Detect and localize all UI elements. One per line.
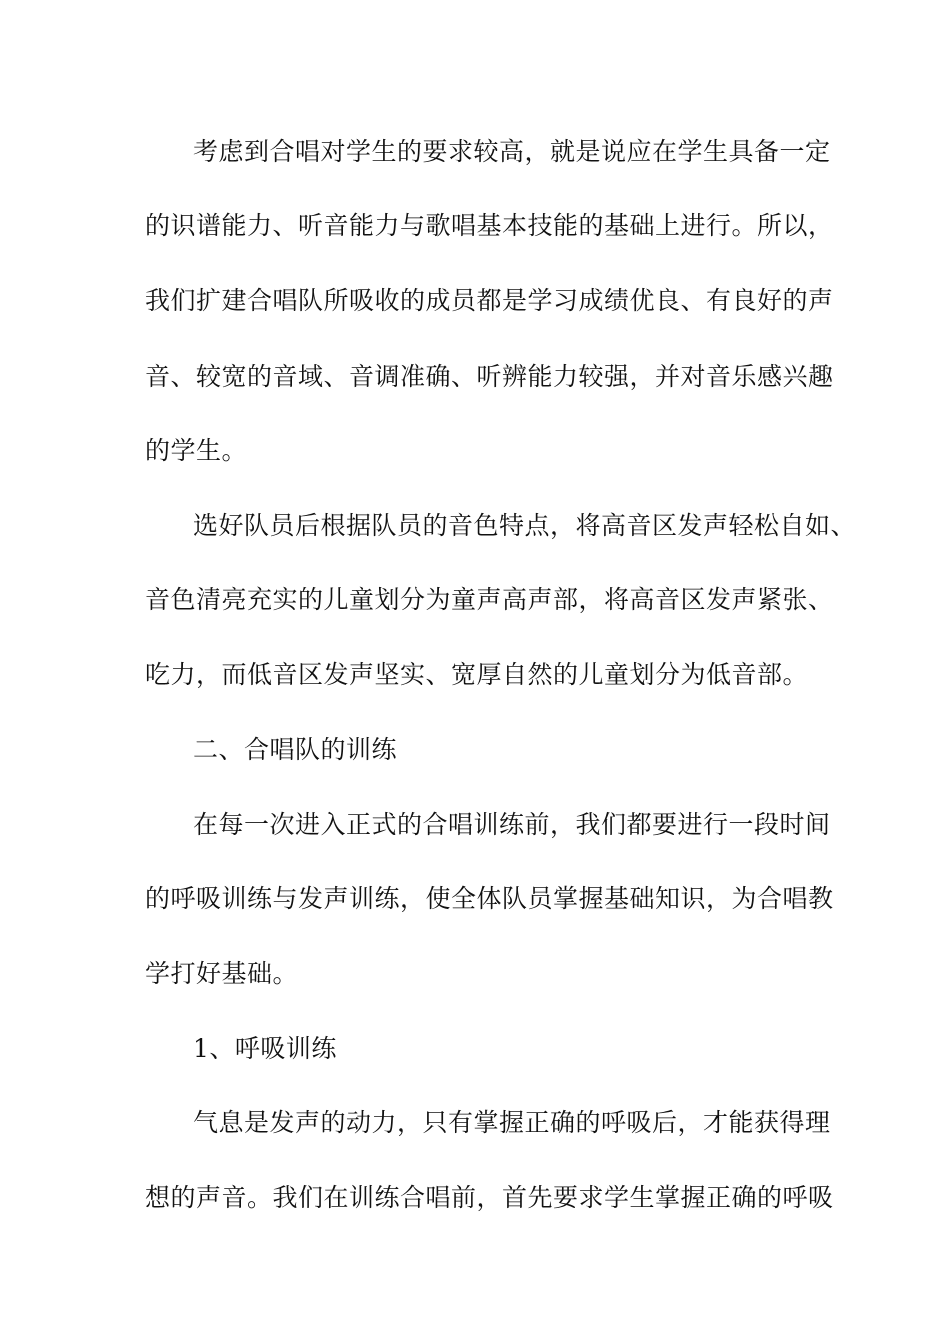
paragraph-line: 气息是发声的动力，只有掌握正确的呼吸后，才能获得理 xyxy=(193,1108,831,1137)
paragraph-line: 在每一次进入正式的合唱训练前，我们都要进行一段时间 xyxy=(193,810,831,839)
paragraph-line: 的学生。 xyxy=(145,436,248,465)
paragraph-line: 考虑到合唱对学生的要求较高，就是说应在学生具备一定 xyxy=(193,137,831,166)
paragraph-line: 的呼吸训练与发声训练，使全体队员掌握基础知识，为合唱教 xyxy=(145,884,834,913)
paragraph-line: 音色清亮充实的儿童划分为童声高声部，将高音区发声紧张、 xyxy=(145,585,834,614)
section-heading: 二、合唱队的训练 xyxy=(193,735,398,764)
paragraph-line: 想的声音。我们在训练合唱前，首先要求学生掌握正确的呼吸 xyxy=(145,1183,834,1212)
subsection-heading: 1、呼吸训练 xyxy=(193,1034,337,1063)
paragraph-line: 学打好基础。 xyxy=(145,959,299,988)
paragraph-line: 音、较宽的音域、音调准确、听辨能力较强，并对音乐感兴趣 xyxy=(145,362,834,391)
paragraph-line: 的识谱能力、听音能力与歌唱基本技能的基础上进行。所以， xyxy=(145,211,834,240)
paragraph-line: 吃力，而低音区发声坚实、宽厚自然的儿童划分为低音部。 xyxy=(145,660,809,689)
paragraph-line: 选好队员后根据队员的音色特点，将高音区发声轻松自如、 xyxy=(193,511,857,540)
paragraph-line: 我们扩建合唱队所吸收的成员都是学习成绩优良、有良好的声 xyxy=(145,286,834,315)
